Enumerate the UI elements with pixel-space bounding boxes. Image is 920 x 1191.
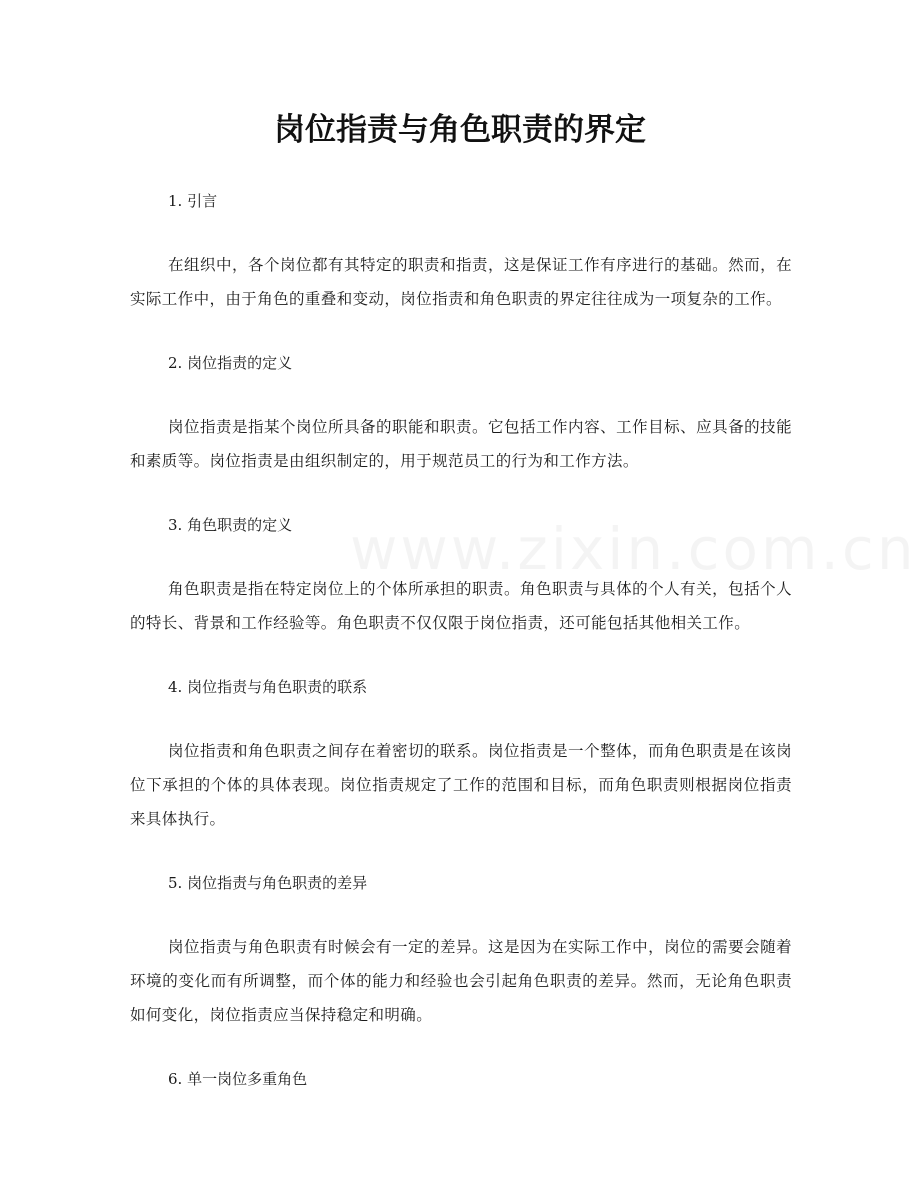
document-body bbox=[130, 184, 792, 1096]
section-heading-6: 6. 单一岗位多重角色 bbox=[168, 1070, 308, 1088]
section-paragraph-5: 岗位指责与角色职责有时候会有一定的差异。这是因为在实际工作中，岗位的需要会随着环境的变化而有所调整，而个体的能力和经验也会引起角色职责的差异。然而，无论角色职责如何变化，岗位指责应当保持稳定和明确。 bbox=[130, 938, 792, 1024]
page-title: 岗位指责与角色职责的界定 bbox=[274, 112, 646, 148]
section-heading-3: 3. 角色职责的定义 bbox=[168, 516, 293, 534]
section-heading-5: 5. 岗位指责与角色职责的差异 bbox=[168, 874, 368, 892]
section-heading-4: 4. 岗位指责与角色职责的联系 bbox=[168, 678, 368, 696]
section-heading-1: 1. 引言 bbox=[168, 192, 218, 210]
section-paragraph-3: 角色职责是指在特定岗位上的个体所承担的职责。角色职责与具体的个人有关，包括个人的特长、背景和工作经验等。角色职责不仅仅限于岗位指责，还可能包括其他相关工作。 bbox=[130, 580, 792, 632]
section-heading-2: 2. 岗位指责的定义 bbox=[168, 354, 293, 372]
section-paragraph-4: 岗位指责和角色职责之间存在着密切的联系。岗位指责是一个整体，而角色职责是在该岗位下承担的个体的具体表现。岗位指责规定了工作的范围和目标，而角色职责则根据岗位指责来具体执行。 bbox=[130, 742, 792, 828]
section-paragraph-2: 岗位指责是指某个岗位所具备的职能和职责。它包括工作内容、工作目标、应具备的技能和素质等。岗位指责是由组织制定的，用于规范员工的行为和工作方法。 bbox=[130, 418, 792, 470]
section-paragraph-1: 在组织中，各个岗位都有其特定的职责和指责，这是保证工作有序进行的基础。然而，在实际工作中，由于角色的重叠和变动，岗位指责和角色职责的界定往往成为一项复杂的工作。 bbox=[130, 256, 792, 308]
